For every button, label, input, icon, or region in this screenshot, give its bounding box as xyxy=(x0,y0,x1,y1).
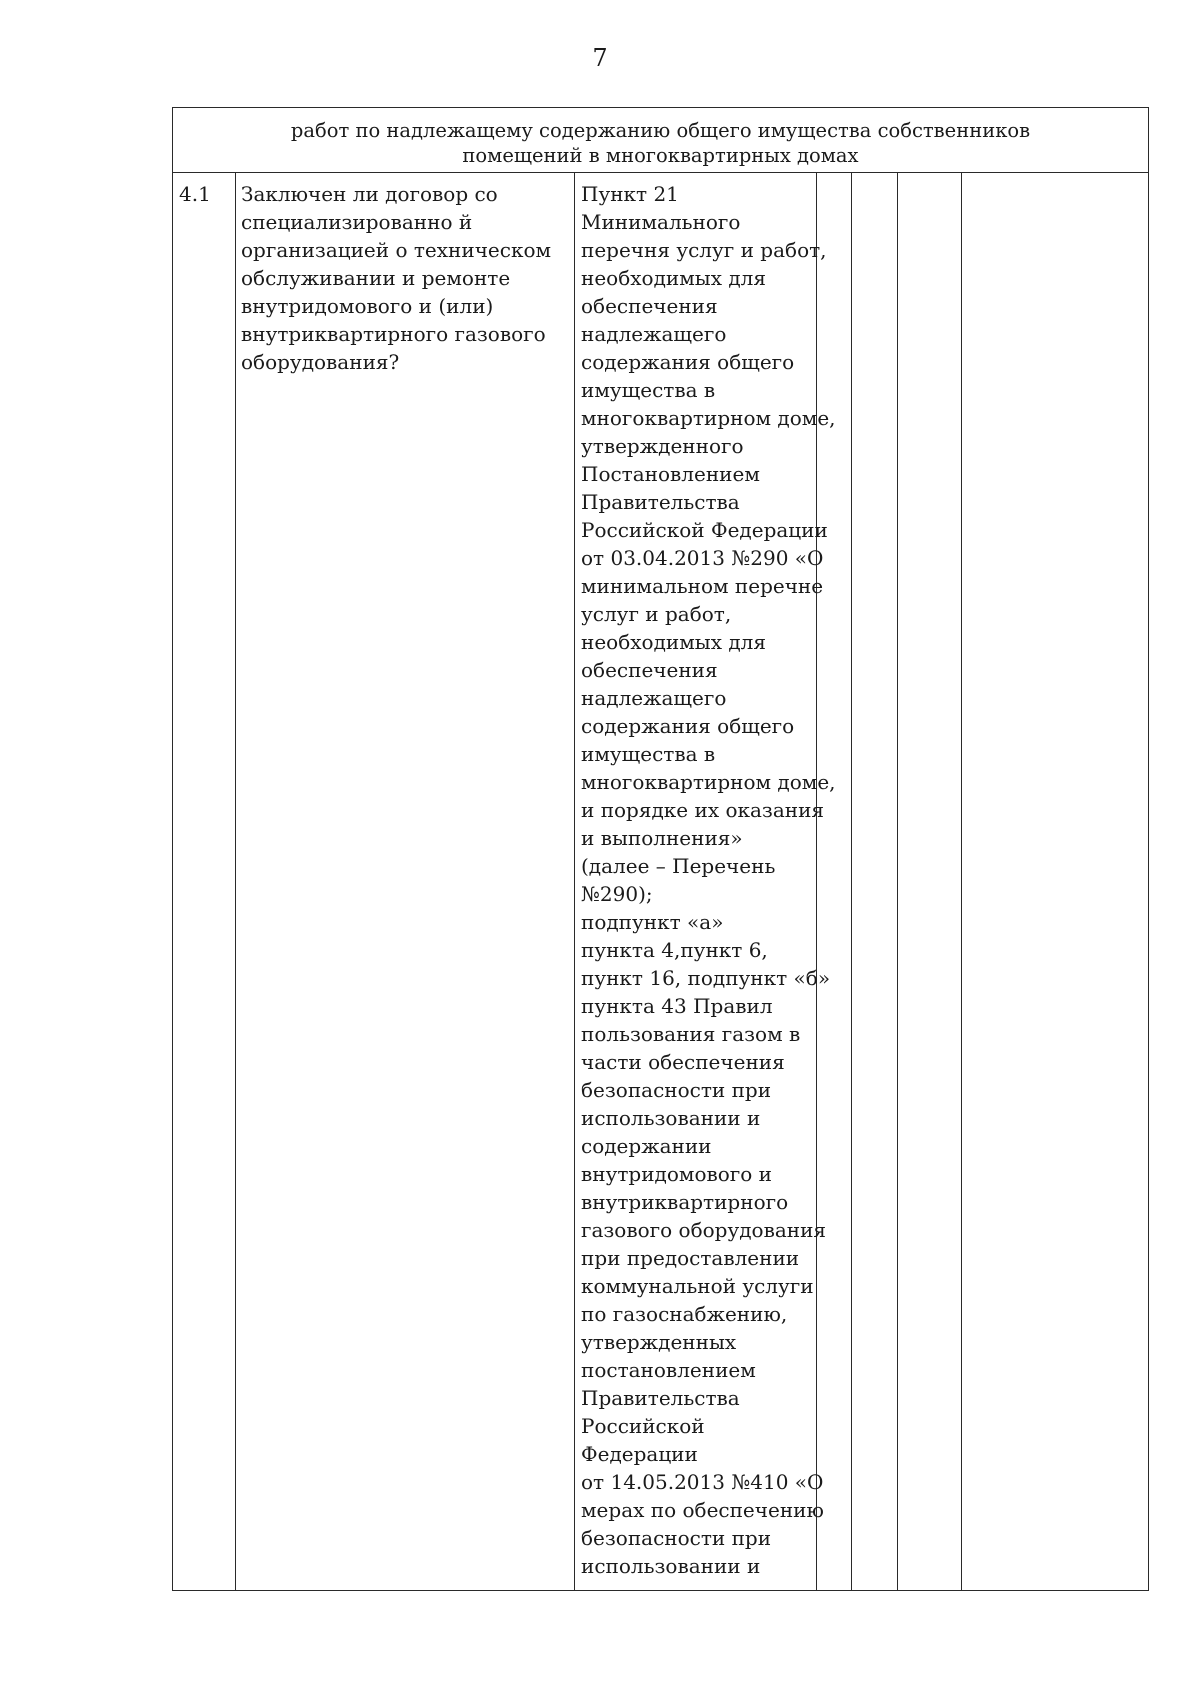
legal-basis-line: пункта 43 Правил xyxy=(581,994,773,1018)
row-number: 4.1 xyxy=(173,173,236,1591)
question-line: оборудования? xyxy=(241,350,400,374)
question-line: Заключен ли договор со xyxy=(241,182,498,206)
legal-basis-line: имущества в xyxy=(581,742,716,766)
question-line: обслуживании и ремонте xyxy=(241,266,511,290)
legal-basis-line: имущества в xyxy=(581,378,716,402)
legal-basis-line: пункта 4,пункт 6, xyxy=(581,938,768,962)
legal-basis-line: Пункт 21 xyxy=(581,182,679,206)
legal-basis-line: содержании xyxy=(581,1134,712,1158)
legal-basis-line: утвержденных xyxy=(581,1330,737,1354)
legal-basis-line: Правительства xyxy=(581,1386,740,1410)
legal-basis-line: и выполнения» xyxy=(581,826,743,850)
table-row xyxy=(173,173,1149,1591)
legal-basis-line: необходимых для xyxy=(581,630,766,654)
legal-basis-line: по газоснабжению, xyxy=(581,1302,788,1326)
legal-basis-line: Российской xyxy=(581,1414,705,1438)
section-header-line: работ по надлежащему содержанию общего имущества собственников xyxy=(290,119,1031,142)
legal-basis-line: коммунальной услуги xyxy=(581,1274,814,1298)
section-header-line: помещений в многоквартирных домах xyxy=(462,144,859,167)
legal-basis-line: пункт 16, подпункт «б» xyxy=(581,966,831,990)
legal-basis-line: необходимых для xyxy=(581,266,766,290)
legal-basis-line: использовании и xyxy=(581,1554,761,1578)
legal-basis-line: безопасности при xyxy=(581,1078,772,1102)
legal-basis-line: использовании и xyxy=(581,1106,761,1130)
legal-basis-line: обеспечения xyxy=(581,658,718,682)
legal-basis-line: содержания общего xyxy=(581,350,795,374)
notes-cell[interactable] xyxy=(962,173,1149,1591)
legal-basis-line: обеспечения xyxy=(581,294,718,318)
legal-basis-line: надлежащего xyxy=(581,322,727,346)
answer-no-cell[interactable] xyxy=(852,173,898,1591)
legal-basis-line: Постановлением xyxy=(581,462,760,486)
legal-basis-line: услуг и работ, xyxy=(581,602,732,626)
legal-basis-line: части обеспечения xyxy=(581,1050,785,1074)
section-header-row xyxy=(173,108,1149,173)
legal-basis-line: безопасности при xyxy=(581,1526,772,1550)
legal-basis-line: при предоставлении xyxy=(581,1246,800,1270)
legal-basis-line: минимальном перечне xyxy=(581,574,824,598)
answer-na-cell[interactable] xyxy=(898,173,962,1591)
legal-basis-line: (далее – Перечень xyxy=(581,854,776,878)
question-line: внутриквартирного газового xyxy=(241,322,546,346)
legal-basis-line: Минимального xyxy=(581,210,741,234)
legal-basis-lines xyxy=(581,180,836,1580)
legal-basis-line: Правительства xyxy=(581,490,740,514)
legal-basis-line: Российской Федерации xyxy=(581,518,828,542)
question-line: специализированно й xyxy=(241,210,473,234)
legal-basis-line: содержания общего xyxy=(581,714,795,738)
answer-yes-cell[interactable] xyxy=(817,173,852,1591)
legal-basis-line: пользования газом в xyxy=(581,1022,801,1046)
legal-basis-line: перечня услуг и работ, xyxy=(581,238,827,262)
legal-basis-line: внутридомового и xyxy=(581,1162,773,1186)
legal-basis-line: подпункт «а» xyxy=(581,910,724,934)
legal-basis-line: внутриквартирного xyxy=(581,1190,789,1214)
legal-basis-line: и порядке их оказания xyxy=(581,798,825,822)
legal-basis-line: от 03.04.2013 №290 «О xyxy=(581,546,824,570)
legal-basis-line: многоквартирном доме, xyxy=(581,406,836,430)
legal-basis-line: от 14.05.2013 №410 «О xyxy=(581,1470,824,1494)
question-line: организацией о техническом xyxy=(241,238,552,262)
legal-basis-line: газового оборудования xyxy=(581,1218,827,1242)
requirements-table xyxy=(172,107,1149,1591)
legal-basis-line: надлежащего xyxy=(581,686,727,710)
question-cell xyxy=(236,173,575,1591)
legal-basis-line: многоквартирном доме, xyxy=(581,770,836,794)
page-number: 7 xyxy=(592,44,608,72)
legal-basis-line: Федерации xyxy=(581,1442,698,1466)
legal-basis-line: утвержденного xyxy=(581,434,744,458)
legal-basis-line: постановлением xyxy=(581,1358,756,1382)
question-line: внутридомового и (или) xyxy=(241,294,494,318)
legal-basis-cell xyxy=(575,173,836,1591)
section-header-cell xyxy=(173,108,1149,173)
legal-basis-line: мерах по обеспечению xyxy=(581,1498,824,1522)
legal-basis-line: №290); xyxy=(581,882,653,906)
